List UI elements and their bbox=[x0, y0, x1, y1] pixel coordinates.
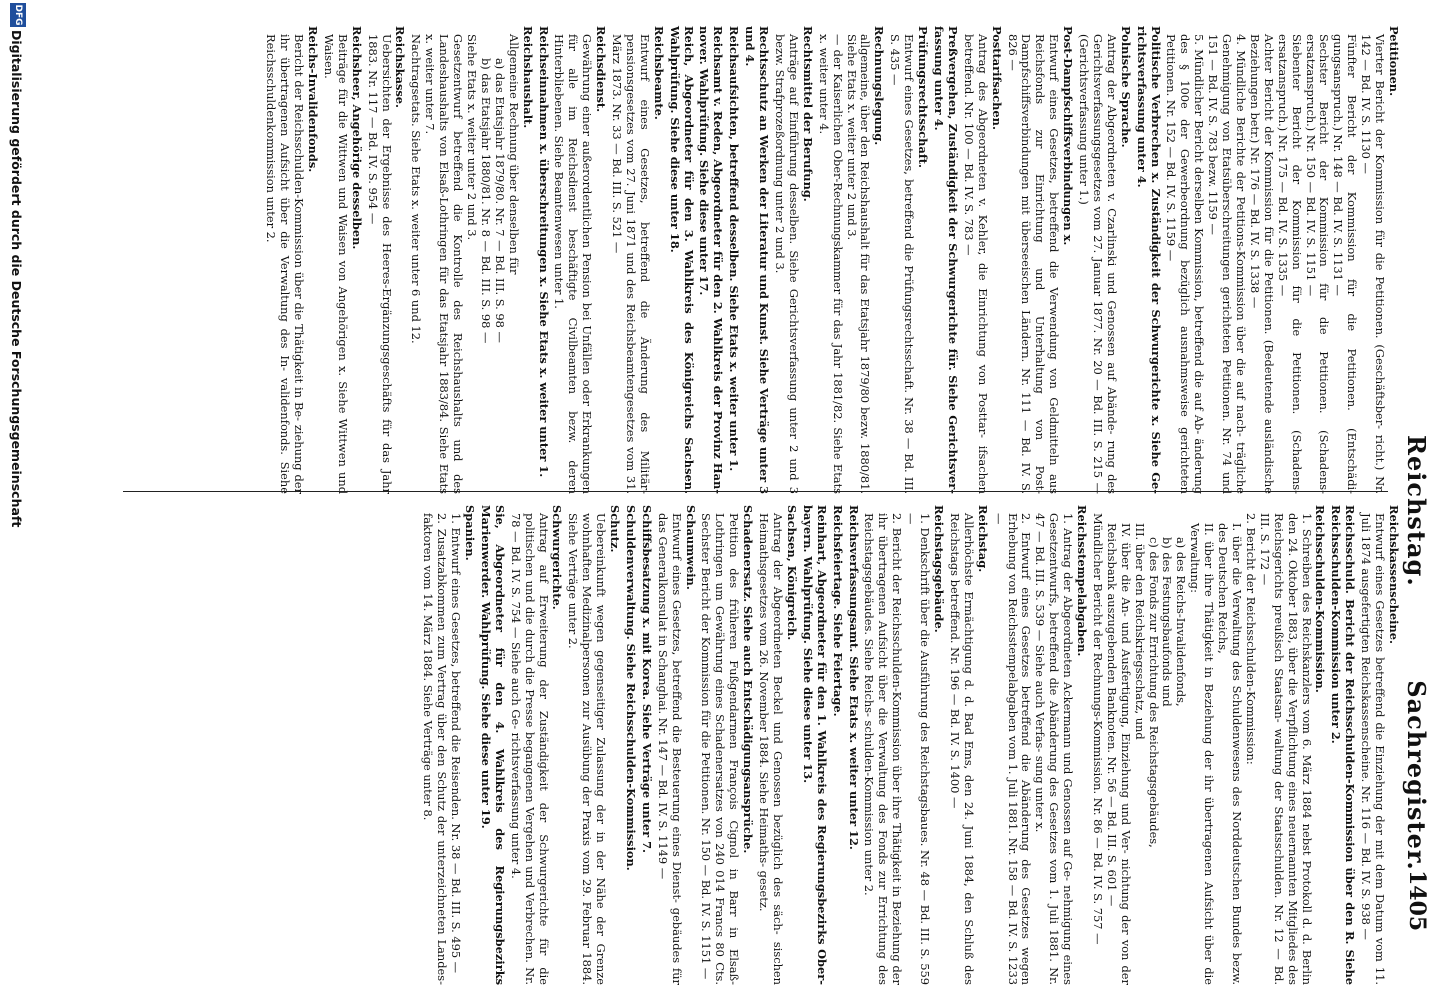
index-entry bbox=[800, 505, 828, 985]
entry-heading: Prüfungsrechtsschaft. bbox=[916, 26, 931, 168]
index-entry bbox=[321, 26, 363, 494]
entry-heading: Schwurgerichte. bbox=[550, 505, 565, 610]
entry-line: 4. Mündliche Berichte der Petitions-Kommission über die auf nach- trägliche Genehmigung von Etatsüberschreitungen gerichteten Petitionen. Nr. 74 und 151 — Bd. IV. S. 783 bezw. 1159 — bbox=[1206, 34, 1249, 494]
entry-heading: Reichstagsgebäude. bbox=[932, 505, 946, 633]
entry-heading: Schadenersatz. Siehe auch Entschädigungsansprüche. bbox=[741, 505, 756, 854]
index-entry bbox=[830, 505, 844, 985]
entry-line: IV. über die An- und Ausfertigung, Einziehung und Ver- nichtung der von der Reichsbank auszugebenden Banknoten. Nr. 56 — Bd. III. S. 601 — bbox=[1104, 523, 1133, 985]
entry-line: Siebenter Bericht der Kommission für die Petitionen. (Schadens- ersatzanspruch.) Nr. 175 — Bd. IV. S. 1335 — bbox=[1275, 34, 1304, 494]
entry-line: Entwurf eines Gesetzes, betreffend die Änderung des Militär- pensionsgesetzes vom 27. Juni 1871 und des Reichsbeamtengesetzes vom 31. März 1873. Nr. 33 — Bd. III. S. 521 — bbox=[610, 34, 652, 494]
entry-line: Uebereinkunft wegen gegenseitiger Zulassung der in der Nähe der Grenze wohnhaften Medizinalpersonen zur Ausübung der Praxis vom 29. Februar 1884. Siehe Verträge unter 2. bbox=[566, 513, 609, 985]
entry-line: Siehe Etats x. weiter unter 2 und 3. bbox=[465, 34, 479, 241]
running-title bbox=[1402, 435, 1431, 871]
index-entry bbox=[1164, 26, 1400, 494]
index-entry bbox=[565, 505, 621, 985]
footer-credit: Digitalisierung gefördert durch die Deutsche Forschungsgemeinschaft bbox=[9, 30, 24, 528]
index-entry bbox=[862, 505, 945, 985]
entry-line: 1. Denkschrift über die Ausführung des Reichstagsbaues. Nr. 48 — Bd. III. S. 559 — bbox=[904, 513, 933, 985]
index-entry bbox=[609, 26, 665, 494]
entry-line: Antrag auf Erweiterung der Zuständigkeit der Schwurgerichte für die politischen und die durch die Presse begangenen Vergehen und Verbrechen. Nr. 78 — Bd. IV. S. 754 — Siehe auch Ge- richtsverfassung unter 4. bbox=[508, 513, 551, 985]
entry-line: I. über die Verwaltung des Schuldenwesens des Norddeutschen Bundes bezw. des Deutschen Reichs, bbox=[1216, 523, 1245, 985]
entry-line: Allerhöchste Ermächtigung d. d. Bad Ems, den 24. Juni 1884, den Schluß des Reichstags betreffend. Nr. 196 — Bd. IV. S. 1400 — bbox=[947, 513, 976, 985]
entry-line: c) des Fonds zur Errichtung des Reichstagsgebäudes, bbox=[1146, 537, 1161, 848]
index-entry bbox=[991, 505, 1088, 985]
index-entry bbox=[623, 505, 637, 985]
index-entry bbox=[1358, 505, 1400, 985]
entry-line: Entwurf eines Gesetzes betreffend die Einziehung der mit dem Datum vom 11. Juli 1874 ausgefertigten Reichskassenscheine. Nr. 116 — Bd. IV. S. 938 — bbox=[1359, 513, 1388, 985]
page-number: 1405 bbox=[1404, 870, 1430, 932]
entry-line: Antrag des Abgeordneten v. Kehler, die Einrichtung von Posttar- ifsachen betreffend. Nr. 100 — Bd. IV. S. 783 — bbox=[961, 34, 990, 494]
entry-heading: Reichskassenscheine. bbox=[1387, 505, 1401, 644]
entry-heading: Polnische Sprache. bbox=[1118, 26, 1133, 148]
index-entry bbox=[263, 26, 319, 494]
index-entry bbox=[697, 26, 725, 494]
digitization-footer bbox=[0, 0, 38, 1000]
index-entry bbox=[639, 505, 653, 985]
entry-heading: Reichsheer, Angehörige desselben. bbox=[349, 26, 364, 250]
index-entry bbox=[887, 26, 929, 494]
entry-heading: Rechtsmittel der Berufung. bbox=[800, 26, 815, 202]
entry-line: 1. Entwurf eines Gesetzes, betreffend die Reisenden. Nr. 38 — Bd. III. S. 495 — bbox=[449, 513, 464, 974]
entry-heading: Spanien. bbox=[463, 505, 477, 561]
entry-heading: Reichsdienst. bbox=[594, 26, 609, 113]
index-entry bbox=[1005, 26, 1075, 494]
entry-line: Sechster Bericht der Kommission für die Petitionen. (Schadens- ersatzanspruch.) Nr. 150 — Bd. IV. S. 1151 — bbox=[1303, 34, 1332, 494]
entry-heading: Sie, Abgeordneter für den 4. Wahlkreis des Regierungsbezirks Marienwerder. Wahlprüfung. Siehe diese unter 19. bbox=[478, 505, 507, 985]
entry-heading: Reichsfeiertage. Siehe Feiertage. bbox=[830, 505, 845, 717]
entry-line: III. über den Reichskriegsschatz, und bbox=[1132, 523, 1147, 740]
entry-heading: Preßvergehen, Zuständigkeit der Schwurgerichte für. Siehe Gerichtsver- fassung unter 4. bbox=[932, 26, 960, 494]
entry-line: Gewährung einer außerordentlichen Pension bei Unfällen oder Erkrankungen für alle im Reichsdienst beschäftigte Civilbeamten bezw. deren Hinterbliebenen. Siehe Beamtenwesen unter 1. bbox=[552, 34, 595, 494]
entry-heading: Reichshaushalt. bbox=[520, 26, 535, 129]
index-entry bbox=[1076, 26, 1132, 494]
index-entry bbox=[420, 505, 476, 985]
entry-line: Mündlicher Bericht der Rechnungs-Kommission. Nr. 86 — Bd. IV. S. 757 — bbox=[1090, 513, 1105, 945]
entry-heading: Reichsverfassungsamt. Siehe Etats x. weiter unter 12. bbox=[846, 505, 861, 850]
entry-heading: Schaumwein. bbox=[683, 505, 698, 590]
entry-line: 2. Bericht der Reichsschulden-Kommission über ihre Thätigkeit in Beziehung der ihr übertragenen Aufsicht über die Verwaltung des Fonds zur Errichtung des Reichstagsgebäudes. Siehe Reichs- schulden-Kommission unter 2. bbox=[862, 513, 905, 985]
entry-line: Fünfter Bericht der Kommission für die Petitionen. (Entschädi- gungsanspruch.) Nr. 148 — Bd. IV. S. 1131 — bbox=[1331, 34, 1360, 494]
entry-heading: Reichsschulden-Kommission. bbox=[1313, 505, 1328, 693]
entry-heading: Posttarifsachen. bbox=[989, 26, 1004, 130]
entry-heading: Reinhart, Abgeordneter für den 1. Wahlkreis des Regierungsbezirks Ober- bayern. Wahlprüfung. Siehe diese unter 13. bbox=[800, 505, 829, 985]
entry-line: Anträge auf Einführung desselben. Siehe Gerichtsverfassung unter 2 und 3 bezw. Strafprozeßordnung unter 2 und 3. bbox=[773, 34, 801, 494]
entry-heading: Schuldenverwaltung. Siehe Reichsschulden-Kommission. bbox=[623, 505, 638, 871]
entry-line: allgemeine, über den Reichshaushalt für das Etatsjahr 1879/80 bezw. 1880/81. Siehe Etats x. weiter unter 2 und 3. bbox=[844, 34, 873, 494]
entry-heading: Reichstag. bbox=[975, 505, 990, 573]
entry-heading: Politische Verbrechen x. Zuständigkeit der Schwurgerichte x. Siehe Ge- richtsverfassung unter 4. bbox=[1134, 26, 1163, 494]
entry-heading: Post-Dampfschiffsverbindungen x. bbox=[1061, 26, 1076, 246]
index-entry bbox=[846, 505, 860, 985]
entry-line: Vierter Bericht der Kommission für die Petitionen. (Geschäftsber- richt.) Nr. 142 — Bd. IV. S. 1130 — bbox=[1359, 34, 1388, 494]
entry-line: Antrag der Abgeordneten v. Czarlinski und Genossen auf Abände- rung des Gerichtsverfassungsgesetzes vom 27. Januar 1877. Nr. 20 — Bd. III. S. 215 — (Gerichtsverfassung unter 1.) bbox=[1077, 34, 1119, 494]
entry-line: 1. Schreiben des Reichskanzlers vom 6. März 1884 nebst Protokoll d. d. Berlin den 24. Oktober 1883, über die Verpflichtung eines neuernannten Mitgliedes des Reichsgerichts preußisch Staatsan- waltung der Staatsschulden. Nr. 12 — Bd. III. S. 172 — bbox=[1257, 513, 1314, 985]
entry-line: Nachtragsetats. Siehe Etats x. weiter unter 6 und 12. bbox=[409, 34, 424, 344]
index-entry bbox=[365, 26, 407, 494]
entry-heading: Reich, Abgeordneter für den 3. Wahlkreis des Königreichs Sachsen. Wahlprüfung. Siehe diese unter 18. bbox=[667, 26, 696, 494]
entry-line: Petition des früheren Fußgendarmen François Cignol in Barr in Elsaß-Lothringen um Gewährung eines Schadenersatzes von 240 014 Francs 80 Cts. Sechster Bericht der Kommission für die Petitionen. Nr. 150 — Bd. IV. S. 1151 — bbox=[699, 513, 742, 985]
index-entry bbox=[1328, 505, 1356, 985]
index-entry bbox=[508, 505, 564, 985]
entry-heading: Reichsamt v. Reden, Abgeordneter für den 2. Wahlkreis der Provinz Han- nover. Wahlprüfung. Siehe diese unter 17. bbox=[697, 26, 726, 494]
index-entry bbox=[961, 26, 1003, 494]
index-entry bbox=[772, 26, 814, 494]
entry-heading: Sachsen, Königreich. bbox=[784, 505, 799, 641]
entry-line: Entwurf eines Gesetzes, betreffend die Verwendung von Geldmitteln aus Reichsfonds zur Einrichtung und Unterhaltung von Post- Dampfschiffsverbindungen mit überseeischen Ländern. Nr. 111 — Bd. IV. S. 826 — bbox=[1005, 34, 1062, 494]
entry-heading: Reichsbeamte. bbox=[651, 26, 666, 120]
entry-line: a) des Reichs-Invalidenfonds, bbox=[1174, 537, 1189, 707]
index-entry bbox=[699, 505, 755, 985]
entry-line: — der Kaiserlichen Ober-Rechnungskammer für das Jahr 1881/82. Siehe Etats x. weiter unter 4. bbox=[816, 34, 845, 494]
right-column bbox=[418, 505, 1400, 985]
entry-heading: Rechnungslegung. bbox=[872, 26, 887, 146]
entry-line: b) das Etatsjahr 1880/81. Nr. 8 — Bd. III. S. 98 — bbox=[478, 58, 493, 344]
index-entry bbox=[816, 26, 886, 494]
entry-line: 2. Entwurf eines Gesetzes betreffend die Abänderung des Gesetzes wegen Erhebung von Reichsstempelabgaben vom 1. Juli 1881. Nr. 158 — Bd. IV. S. 1233 — bbox=[991, 513, 1034, 985]
entry-line: 2. Bericht der Reichsschulden-Kommission: bbox=[1243, 513, 1258, 765]
index-entry bbox=[726, 26, 740, 494]
running-title-right: Sachregister. bbox=[1402, 680, 1431, 871]
index-entry bbox=[931, 26, 959, 494]
index-entry bbox=[408, 26, 533, 494]
entry-heading: Reichseinnahmen x. überschreitungen x. Siehe Etats x. weiter unter 1. bbox=[536, 26, 551, 478]
entry-line: a) das Etatsjahr 1879/80. Nr. 7 — Bd. III. S. 98 — bbox=[492, 58, 507, 343]
column-divider bbox=[123, 491, 1388, 492]
running-title-left: Reichstag. bbox=[1402, 435, 1431, 587]
index-entry bbox=[478, 505, 506, 985]
index-entry bbox=[947, 505, 989, 985]
entry-line: Entwurf eines Gesetzes, betreffend die Besteuerung eines Dienst- gebäudes für das Generalkonsulat in Schanghai. Nr. 147 — Bd. IV. S. 1149 — bbox=[655, 513, 684, 985]
entry-line: 1. Antrag der Abgeordneten Ackermann und Genossen auf Ge- nehmigung eines Gesetzentwurfs, betreffend die Abänderung des Gesetzes vom 1. Juli 1881. Nr. 47 — Bd. III. S. 539 — Siehe auch Verfas- sung unter x. bbox=[1033, 513, 1076, 985]
entry-line: Antrag der Abgeordneten Beckel und Genossen bezüglich des säch- sischen Heimathsgesetzes vom 26. November 1884. Siehe Heimaths- gesetz. bbox=[757, 513, 786, 985]
entry-line: 5. Mündlicher Bericht derselben Kommission, betreffend die auf Ab- änderung des § 100e der Gewerbeordnung bezüglich ausnahmsweise gerichteten Petitionen. Nr. 152 — Bd. IV. S. 1159 — bbox=[1164, 34, 1207, 494]
entry-line: Uebersichten der Ergebnisse des Heeres-Ergänzungsgeschäfts für das Jahr 1883. Nr. 117 — Bd. IV. S. 954 — bbox=[365, 34, 394, 494]
entry-line: Beiträge für die Wittwen und Waisen von Angehörigen x. Siehe Wittwen und Waisen. bbox=[321, 34, 350, 494]
entry-heading: Reichskasse. bbox=[393, 26, 408, 108]
entry-line: b) des Festungsbaufonds und bbox=[1160, 537, 1175, 707]
index-entry bbox=[655, 505, 697, 985]
index-entry bbox=[536, 26, 550, 494]
entry-line: Achter Bericht der Kommission für die Petitionen. (Bedeutende ausländische Beziehungen betr.) Nr. 176 — Bd. IV. S. 1338 — bbox=[1247, 34, 1276, 494]
entry-heading: Schiffsbesatzung x. mit Korea. Siehe Verträge unter 7. bbox=[639, 505, 654, 853]
entry-heading: Schutz. bbox=[608, 505, 623, 553]
index-entry bbox=[742, 26, 770, 494]
entry-line: 2. Zusatzabkommen zum Vertrag über den Schutz der unterzeichneten Landes- faktoren vom 14. März 1884. Siehe Verträge unter 8. bbox=[421, 513, 450, 985]
entry-heading: Reichsstempelabgaben. bbox=[1075, 505, 1090, 657]
dfg-logo-icon: DFG bbox=[10, 3, 26, 27]
entry-heading: Rechtsschutz an Werken der Literatur und Kunst. Siehe Verträge unter 3 und 4. bbox=[743, 26, 772, 494]
entry-heading: Petitionen. bbox=[1387, 26, 1401, 97]
index-entry bbox=[1090, 505, 1326, 985]
left-column bbox=[261, 26, 1400, 494]
index-entry bbox=[552, 26, 608, 494]
entry-line: Entwurf eines Gesetzes, betreffend die Prüfungsrechtsschaft. Nr. 38 — Bd. III. S. 435 — bbox=[888, 34, 917, 494]
entry-line: Bericht der Reichsschulden-Kommission über die Thätigkeit in Be- ziehung der ihr übertragenen Aufsicht über die Verwaltung des In- validenfonds. Siehe Reichsschuldenkommission unter 2. bbox=[264, 34, 307, 494]
entry-line: Gesetzentwurf betreffend die Kontrolle des Reichshaushalts und des Landeshaushalts von Elsaß-Lothringen für das Etatsjahr 1883/84. Siehe Etats x. weiter unter 7. bbox=[423, 34, 466, 494]
entry-heading: Reichsschuld. Bericht der Reichsschulden-Kommission über den R. Siehe Reichsschulden-Kommission unter 2. bbox=[1329, 505, 1358, 985]
entry-line: Allgemeine Rechnung über denselben für bbox=[506, 34, 521, 275]
index-entry bbox=[667, 26, 695, 494]
entry-heading: Reichs-Invalidenfonds. bbox=[306, 26, 321, 173]
index-entry bbox=[1134, 26, 1162, 494]
entry-heading: Reichsaufsichten, betreffend desselben. Siehe Etats x. weiter unter 1. bbox=[727, 26, 742, 472]
entry-line: II. über ihre Thätigkeit in Beziehung der ihr übertragenen Aufsicht über die Verwaltung: bbox=[1188, 523, 1217, 985]
index-entry bbox=[756, 505, 798, 985]
